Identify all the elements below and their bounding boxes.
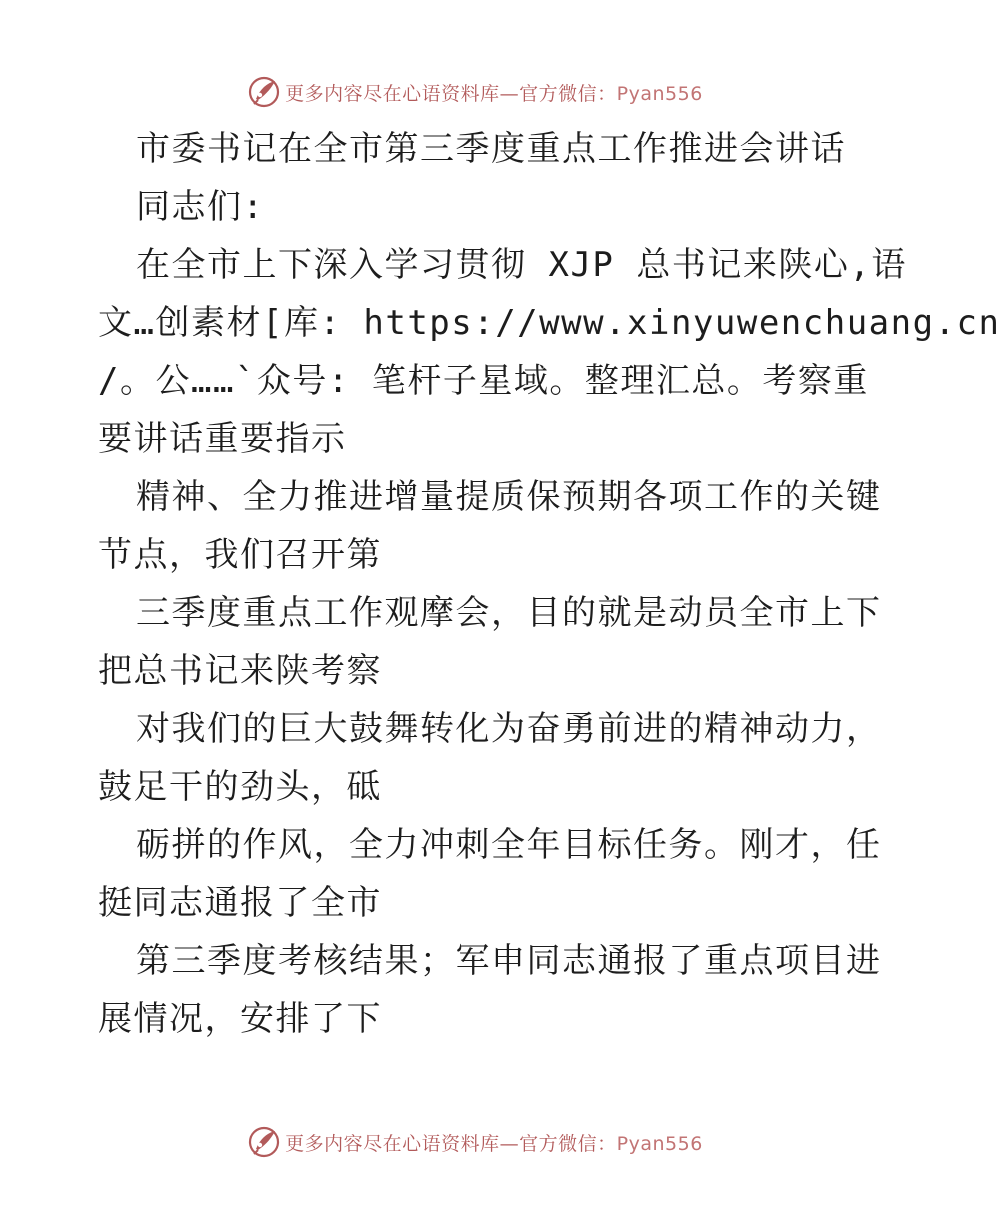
watermark-text: 更多内容尽在心语资料库—官方微信：Pyan556 (285, 82, 703, 105)
paragraph-line: 对我们的巨大鼓舞转化为奋勇前进的精神动力， (136, 709, 882, 749)
header-watermark (0, 72, 950, 112)
watermark-text: 更多内容尽在心语资料库—官方微信：Pyan556 (285, 1132, 703, 1155)
paragraph-line: 鼓足干的劲头，砥 (98, 767, 382, 807)
salutation: 同志们: (136, 187, 265, 227)
wechat-id: Pyan556 (616, 1132, 703, 1155)
paragraph-line: 展情况，安排了下 (98, 999, 382, 1039)
paragraph-line: 三季度重点工作观摩会，目的就是动员全市上下 (136, 593, 882, 633)
feather-pen-logo-icon (247, 75, 281, 109)
paragraph-line: 文…创素材[库: https://www.xinyuwenchuang.cn (98, 303, 1001, 343)
paragraph-line: /。公……`众号: 笔杆子星域。整理汇总。考察重 (98, 361, 869, 401)
paragraph-line: 要讲话重要指示 (98, 419, 347, 459)
document-title: 市委书记在全市第三季度重点工作推进会讲话 (136, 129, 846, 169)
paragraph-line: 砺拼的作风，全力冲刺全年目标任务。刚才，任 (136, 825, 882, 865)
feather-pen-logo-icon (247, 1125, 281, 1159)
paragraph-line: 节点，我们召开第 (98, 535, 382, 575)
wechat-id: Pyan556 (616, 82, 703, 105)
paragraph-line: 精神、全力推进增量提质保预期各项工作的关键 (136, 477, 882, 517)
paragraph-line: 把总书记来陕考察 (98, 651, 382, 691)
paragraph-line: 挺同志通报了全市 (98, 883, 382, 923)
paragraph-line: 在全市上下深入学习贯彻 XJP 总书记来陕心,语 (136, 245, 907, 285)
footer-watermark (0, 1122, 950, 1162)
document-body (98, 120, 1001, 1048)
paragraph-line: 第三季度考核结果；军申同志通报了重点项目进 (136, 941, 882, 981)
